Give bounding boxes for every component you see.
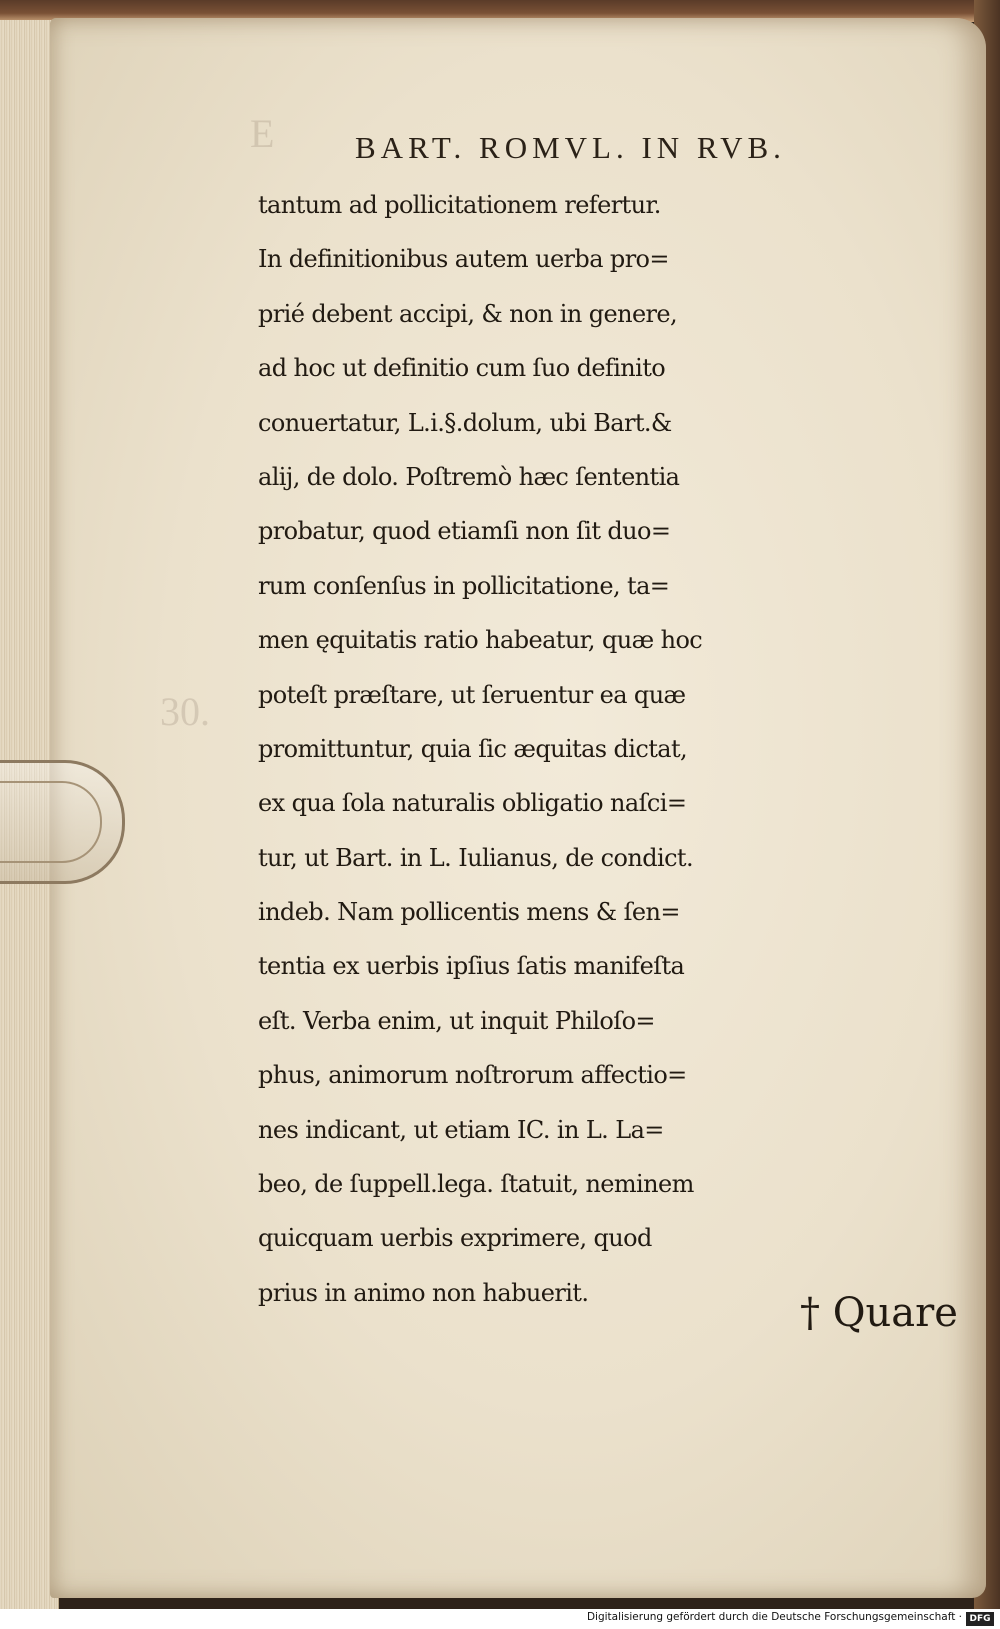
body-text [258,178,958,1320]
catchword: † Quare [800,1290,958,1336]
text-line: In definitionibus autem uerba pro= [258,245,669,274]
text-line: quicquam uerbis exprimere, quod [258,1224,652,1253]
text-line: tentia ex uerbis ipſius ſatis manifeſta [258,952,685,981]
text-line: tur, ut Bart. in L. Iulianus, de condict. [258,843,693,872]
dfg-logo: DFG [966,1612,994,1626]
text-line: men ęquitatis ratio habeatur, quæ hoc [258,626,703,655]
text-line: ex qua ſola naturalis obligatio naſci= [258,789,687,818]
show-through-mark: E [250,111,275,156]
page-clip-inner [0,781,102,863]
funding-note: Digitalisierung gefördert durch die Deutsche Forschungsgemeinschaft · [586,1611,962,1623]
text-line: promittuntur, quia ſic æquitas dictat, [258,734,688,763]
text-line: beo, de ſuppell.lega. ſtatuit, neminem [258,1170,694,1199]
page-clip [0,760,125,884]
text-line: rum conſenſus in pollicitatione, ta= [258,571,670,600]
text-line: prié debent accipi, & non in genere, [258,299,678,328]
text-line: alij, de dolo. Poſtremò hæc ſententia [258,462,680,491]
text-line: eſt. Verba enim, ut inquit Philoſo= [258,1006,655,1035]
text-line: ad hoc ut definitio cum ſuo definito [258,354,666,383]
running-head: BART. ROMVL. IN RVB. [355,130,786,165]
show-through-mark: 30. [160,689,210,734]
text-line: indeb. Nam pollicentis mens & ſen= [258,898,680,927]
text-line: conuertatur, L.i.§.dolum, ubi Bart.& [258,408,672,437]
digitization-footer [0,1609,1000,1629]
text-line: phus, animorum noſtrorum affectio= [258,1061,687,1090]
text-line: poteſt præſtare, ut ſeruentur ea quæ [258,680,686,709]
text-line: tantum ad pollicitationem refertur. [258,191,661,219]
text-line: nes indicant, ut etiam IC. in L. La= [258,1115,664,1144]
text-line: probatur, quod etiamſi non ſit duo= [258,517,671,546]
text-line: prius in animo non habuerit. [258,1278,589,1307]
